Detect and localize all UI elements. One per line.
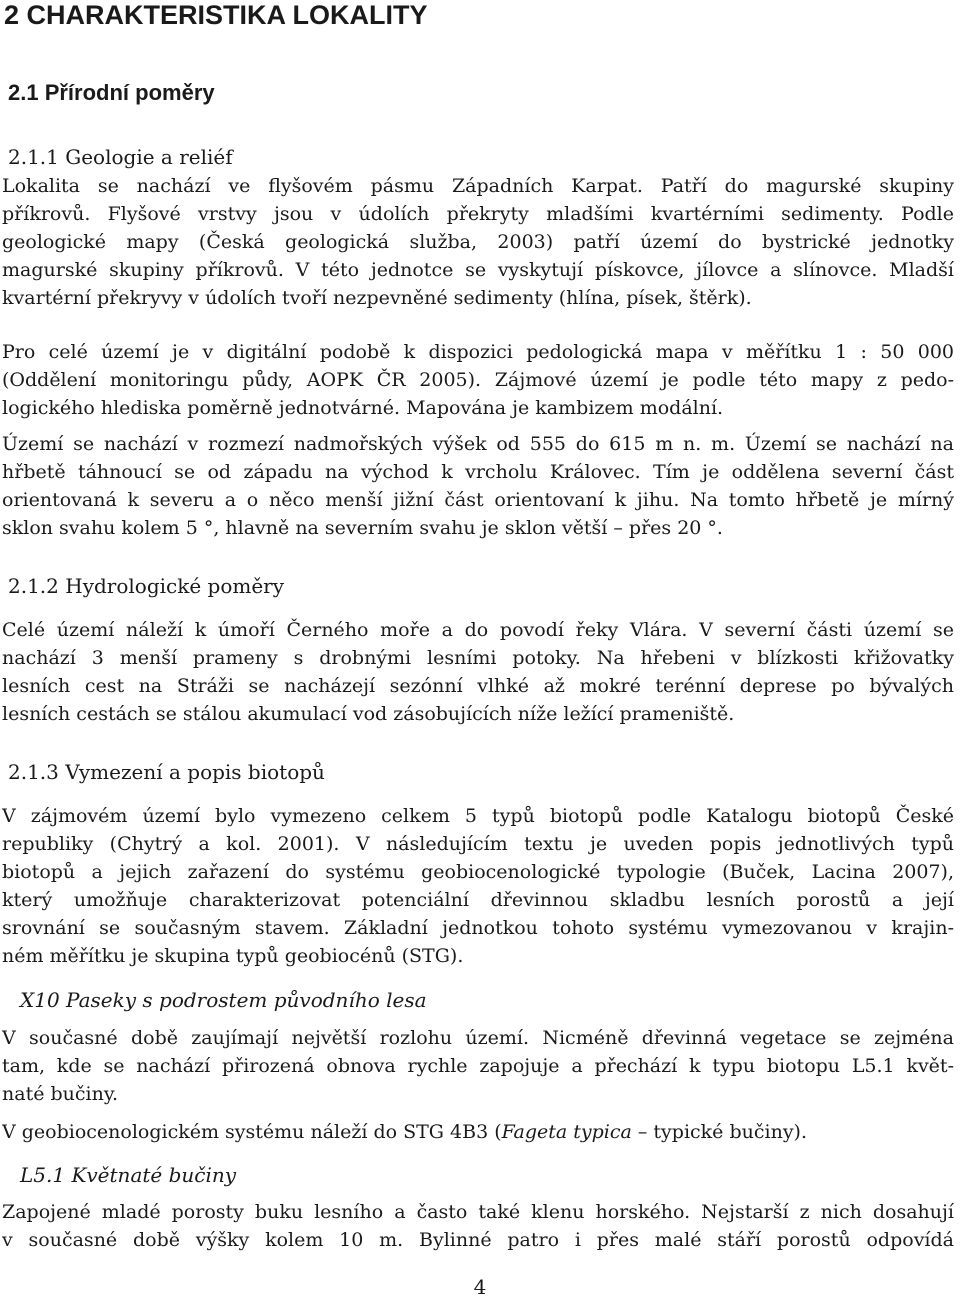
- paragraph-biotopy: [2, 802, 954, 970]
- text-segment: – typické bučiny).: [631, 1121, 808, 1143]
- biotope-heading-x10: X10 Paseky s podrostem původního lesa: [20, 988, 427, 1012]
- text-line: sklon svahu kolem 5 °, hlavně na severním svahu je sklon větší – přes 20 °.: [2, 517, 723, 539]
- text-line: ném měřítku je skupina typů geobiocénů (STG).: [2, 945, 464, 967]
- section-heading: 2.1 Přírodní poměry: [8, 80, 215, 105]
- text-line: Zapojené mladé porosty buku lesního a často také klenu horského. Nejstarší z nich dosahují: [2, 1201, 954, 1223]
- text-line: příkrovů. Flyšové vrstvy jsou v údolích překryty mladšími kvartérními sedimenty. Podle: [2, 203, 954, 225]
- text-line: v současné době výšky kolem 10 m. Bylinné patro i přes malé stáří porostů odpovídá: [2, 1229, 954, 1251]
- text-line: V současné době zaujímají největší rozlohu území. Nicméně dřevinná vegetace se zejména: [2, 1027, 954, 1049]
- subsection-heading-geologie: 2.1.1 Geologie a reliéf: [8, 145, 233, 169]
- text-line: Lokalita se nachází ve flyšovém pásmu Západních Karpat. Patří do magurské skupiny: [2, 175, 954, 197]
- text-line: [2, 1118, 954, 1146]
- subsection-heading-hydrologie: 2.1.2 Hydrologické poměry: [8, 574, 285, 598]
- text-line: naté bučiny.: [2, 1083, 119, 1105]
- text-line: republiky (Chytrý a kol. 2001). V následujícím textu je uveden popis jednotlivých typů: [2, 833, 954, 855]
- text-line: lesních cestách se stálou akumulací vod zásobujících níže ležící prameniště.: [2, 703, 735, 725]
- text-line: V zájmovém území bylo vymezeno celkem 5 typů biotopů podle Katalogu biotopů České: [2, 805, 954, 827]
- paragraph-hydrologie: [2, 616, 954, 728]
- text-line: magurské skupiny příkrovů. V této jednotce se vyskytují pískovce, jílovce a slínovce. Mladší: [2, 259, 954, 281]
- biotope-heading-l51: L5.1 Květnaté bučiny: [20, 1163, 237, 1187]
- text-line: srovnání se současným stavem. Základní jednotkou tohoto systému vymezovanou v krajin-: [2, 917, 954, 939]
- text-line: geologické mapy (Česká geologická služba, 2003) patří území do bystrické jednotky: [2, 231, 954, 253]
- text-line: hřbetě táhnoucí se od západu na východ k vrcholu Královec. Tím je oddělena severní část: [2, 461, 954, 483]
- paragraph-pedologie: [2, 338, 954, 422]
- paragraph-l51: [2, 1198, 954, 1254]
- subsection-heading-biotopy: 2.1.3 Vymezení a popis biotopů: [8, 760, 325, 784]
- text-line: Území se nachází v rozmezí nadmořských výšek od 555 do 615 m n. m. Území se nachází na: [2, 433, 954, 455]
- text-segment: V geobiocenologickém systému náleží do STG 4B3 (: [2, 1121, 502, 1143]
- paragraph-geologie: [2, 172, 954, 312]
- chapter-heading: 2 CHARAKTERISTIKA LOKALITY: [4, 0, 428, 30]
- text-line: lesních cest na Stráži se nacházejí sezónní vlhké až mokré terénní deprese po bývalých: [2, 675, 954, 697]
- text-line: Pro celé území je v digitální podobě k dispozici pedologická mapa v měřítku 1 : 50 000: [2, 341, 954, 363]
- text-line: který umožňuje charakterizovat potenciální dřevinnou skladbu lesních porostů a její: [2, 889, 954, 911]
- text-line: biotopů a jejich zařazení do systému geobiocenologické typologie (Buček, Lacina 2007),: [2, 861, 954, 883]
- text-line: Celé území náleží k úmoří Černého moře a do povodí řeky Vlára. V severní části území se: [2, 619, 954, 641]
- text-line: logického hlediska poměrně jednotvárné. Mapována je kambizem modální.: [2, 397, 724, 419]
- text-line: orientovaná k severu a o něco menší jižní část orientovaní k jihu. Na tomto hřbetě je mírný: [2, 489, 954, 511]
- text-line: tam, kde se nachází přirozená obnova rychle zapojuje a přechází k typu biotopu L5.1 květ-: [2, 1055, 954, 1077]
- text-line: (Oddělení monitoringu půdy, AOPK ČR 2005). Zájmové území je podle této mapy z pedo-: [2, 369, 954, 391]
- paragraph-x10-stg: [2, 1118, 954, 1146]
- paragraph-x10: [2, 1024, 954, 1108]
- page-number: 4: [473, 1275, 487, 1299]
- paragraph-relief: [2, 430, 954, 542]
- text-line: nachází 3 menší prameny s drobnými lesními potoky. Na hřebeni v blízkosti křižovatky: [2, 647, 954, 669]
- text-line: kvartérní překryvy v údolích tvoří nezpevněné sedimenty (hlína, písek, štěrk).: [2, 287, 752, 309]
- italic-term: Fageta typica: [501, 1121, 632, 1143]
